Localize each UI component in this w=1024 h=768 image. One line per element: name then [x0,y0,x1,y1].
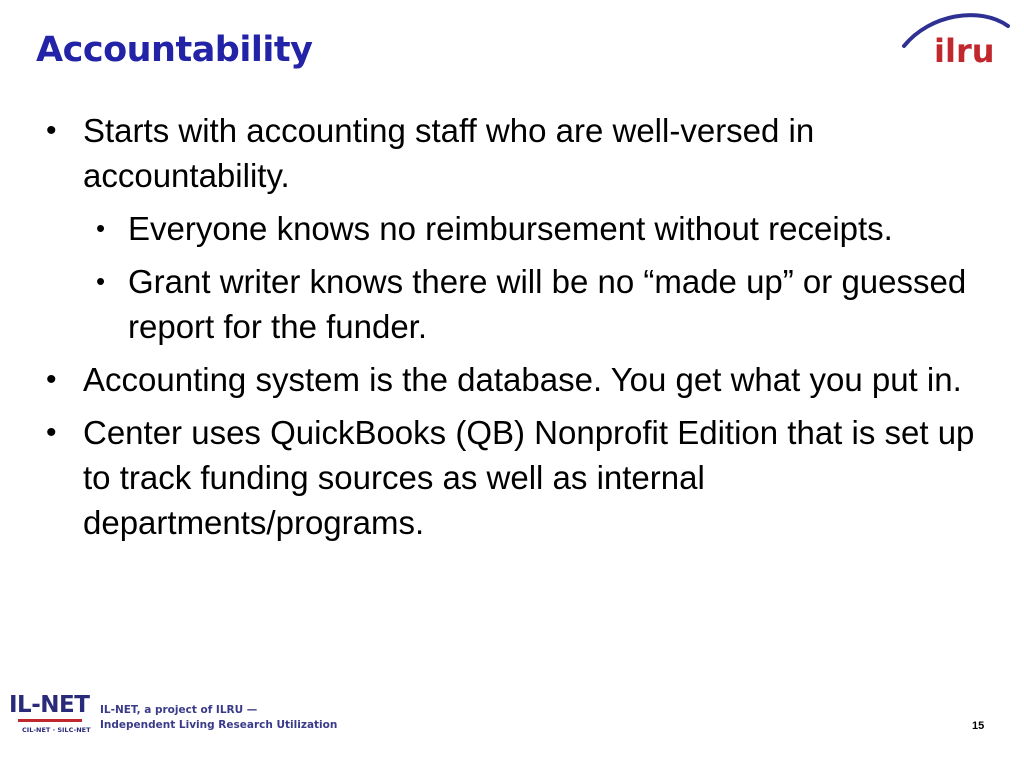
bullet-text: Everyone knows no reimbursement without receipts. [128,210,893,247]
sub-bullet-item-2 [84,259,1000,349]
bullet-text: Center uses QuickBooks (QB) Nonprofit Edition that is set up to track funding sources as well as internal departments/programs. [83,414,975,541]
bullet-marker: • [46,416,57,449]
ilnet-brand-sub: CIL-NET · SILC-NET [22,726,91,734]
footer-project-line: IL-NET, a project of ILRU — [100,704,258,716]
bullet-marker: • [46,363,57,396]
slide-title: Accountability [36,30,313,70]
bullet-text: Grant writer knows there will be no “made up” or guessed report for the funder. [128,263,967,345]
ilnet-brand: IL-NET [9,692,90,718]
bullet-marker: • [46,114,57,147]
bullet-marker: • [96,213,106,243]
bullet-text: Starts with accounting staff who are well-versed in accountability. [83,112,815,194]
ilru-logo [900,6,1012,68]
bullet-text: Accounting system is the database. You get what you put in. [83,361,962,398]
bullet-item-2 [40,357,1000,402]
bullet-item-1 [40,108,1000,198]
bullet-item-3 [40,410,1000,545]
ilnet-underline [18,719,82,722]
bullet-marker: • [96,266,106,296]
footer-org-line: Independent Living Research Utilization [100,719,338,731]
page-number: 15 [972,720,985,732]
sub-bullet-item-1 [84,206,1000,251]
logo-text: ilru [934,32,995,68]
bullet-list [40,108,1000,553]
